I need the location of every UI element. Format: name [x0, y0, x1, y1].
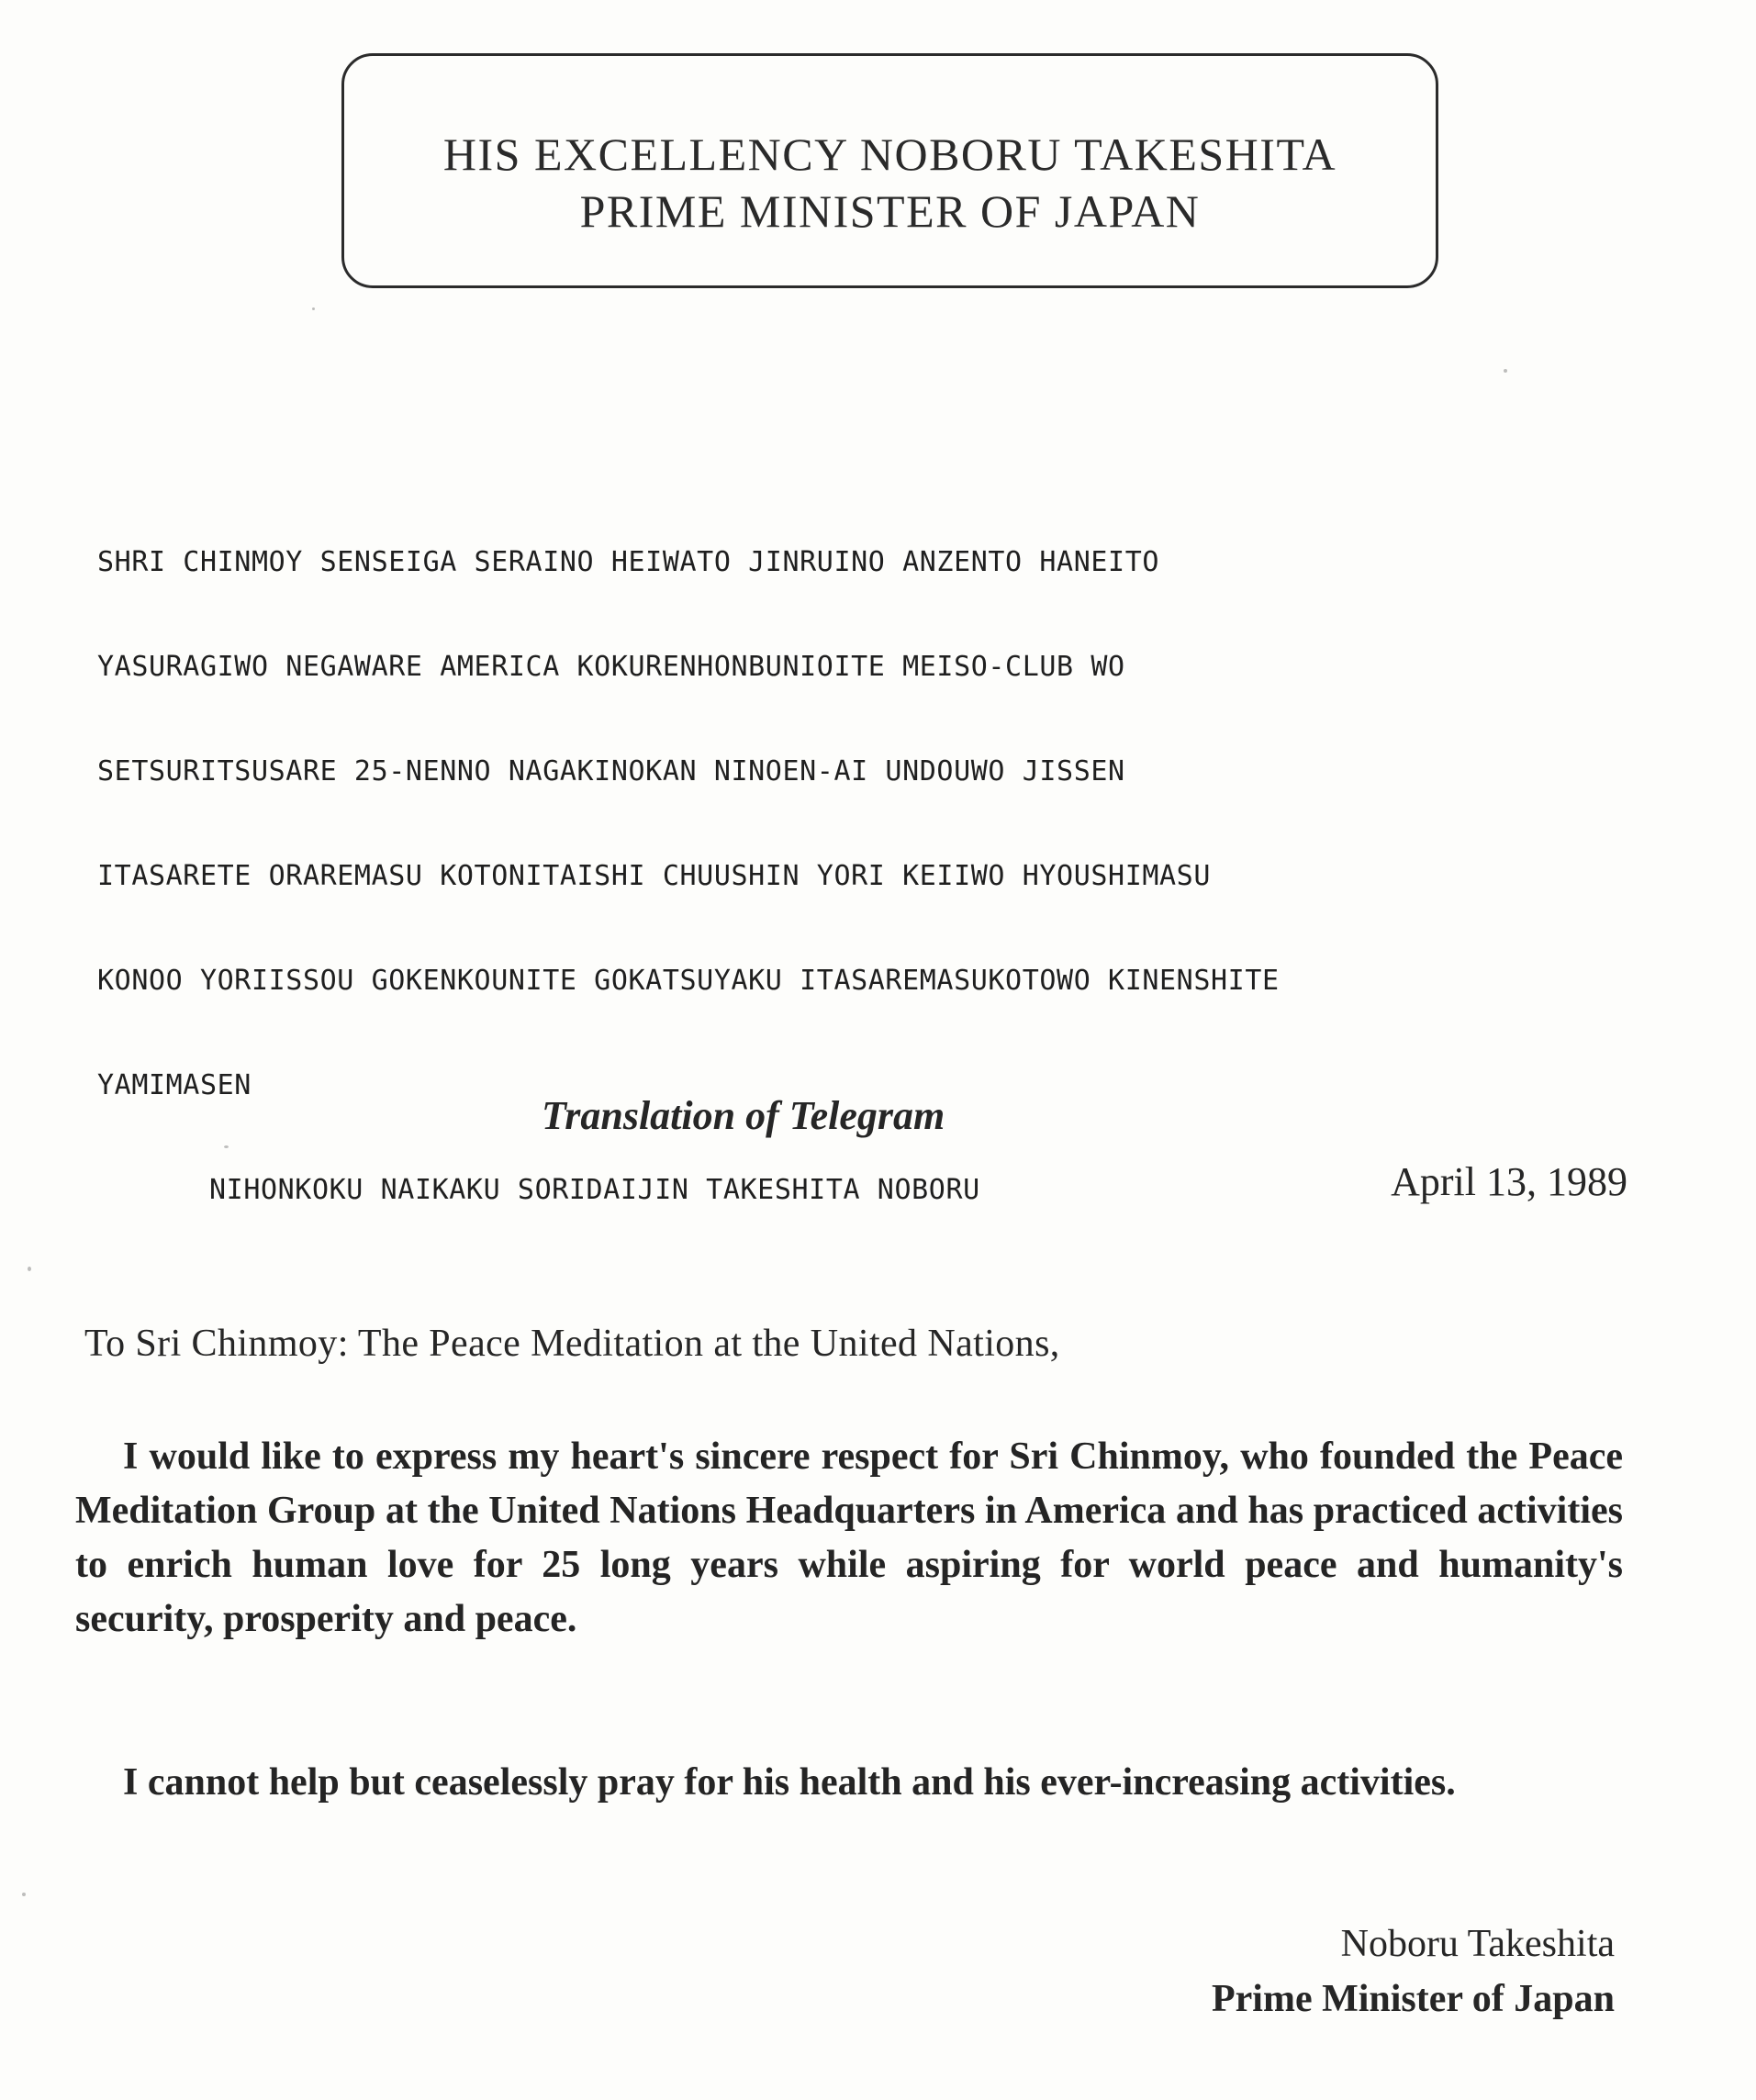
body-paragraph: I would like to express my heart's sincere respect for Sri Chinmoy, who founded the Peace Meditation Group at the United Nations Headquarters in America and has practiced activities to enrich human love for 25 long years while aspiring for world peace and humanity's security, prosperity and peace. — [75, 1435, 1623, 1640]
header-title: HIS EXCELLENCY NOBORU TAKESHITA — [442, 128, 1337, 180]
body-paragraph: I cannot help but ceaselessly pray for his health and his ever-increasing activities. — [123, 1761, 1456, 1804]
telegram-line: SETSURITSUSARE 25-NENNO NAGAKINOKAN NINOEN-AI UNDOUWO JISSEN — [97, 755, 1125, 788]
telegram-line: SHRI CHINMOY SENSEIGA SERAINO HEIWATO JINRUINO ANZENTO HANEITO — [97, 546, 1160, 578]
salutation: To Sri Chinmoy: The Peace Meditation at the United Nations, — [84, 1323, 1060, 1365]
telegram-line: ITASARETE ORAREMASU KOTONITAISHI CHUUSHIN YORI KEIIWO HYOUSHIMASU — [97, 860, 1211, 892]
header-subtitle: PRIME MINISTER OF JAPAN — [579, 185, 1201, 237]
signatory-name: Noboru Takeshita — [1340, 1923, 1615, 1965]
scan-speck — [312, 307, 315, 310]
letter-date: April 13, 1989 — [1391, 1159, 1627, 1204]
telegram-line: YASURAGIWO NEGAWARE AMERICA KOKURENHONBUNIOITE MEISO-CLUB WO — [97, 651, 1125, 683]
telegram-line: KONOO YORIISSOU GOKENKOUNITE GOKATSUYAKU ITASAREMASUKOTOWO KINENSHITE — [97, 965, 1280, 997]
signature-block — [1212, 1916, 1615, 2027]
telegram-text — [97, 475, 1280, 1278]
signatory-title: Prime Minister of Japan — [1212, 1978, 1615, 2020]
telegram-signature: NIHONKOKU NAIKAKU SORIDAIJIN TAKESHITA NOBORU — [209, 1174, 980, 1206]
scan-speck — [224, 1145, 229, 1148]
telegram-line: YAMIMASEN — [97, 1069, 252, 1101]
scan-speck — [1504, 369, 1507, 373]
scan-speck — [28, 1267, 31, 1271]
scan-speck — [22, 1893, 26, 1896]
title-box — [341, 53, 1438, 288]
translation-heading: Translation of Telegram — [542, 1093, 945, 1138]
